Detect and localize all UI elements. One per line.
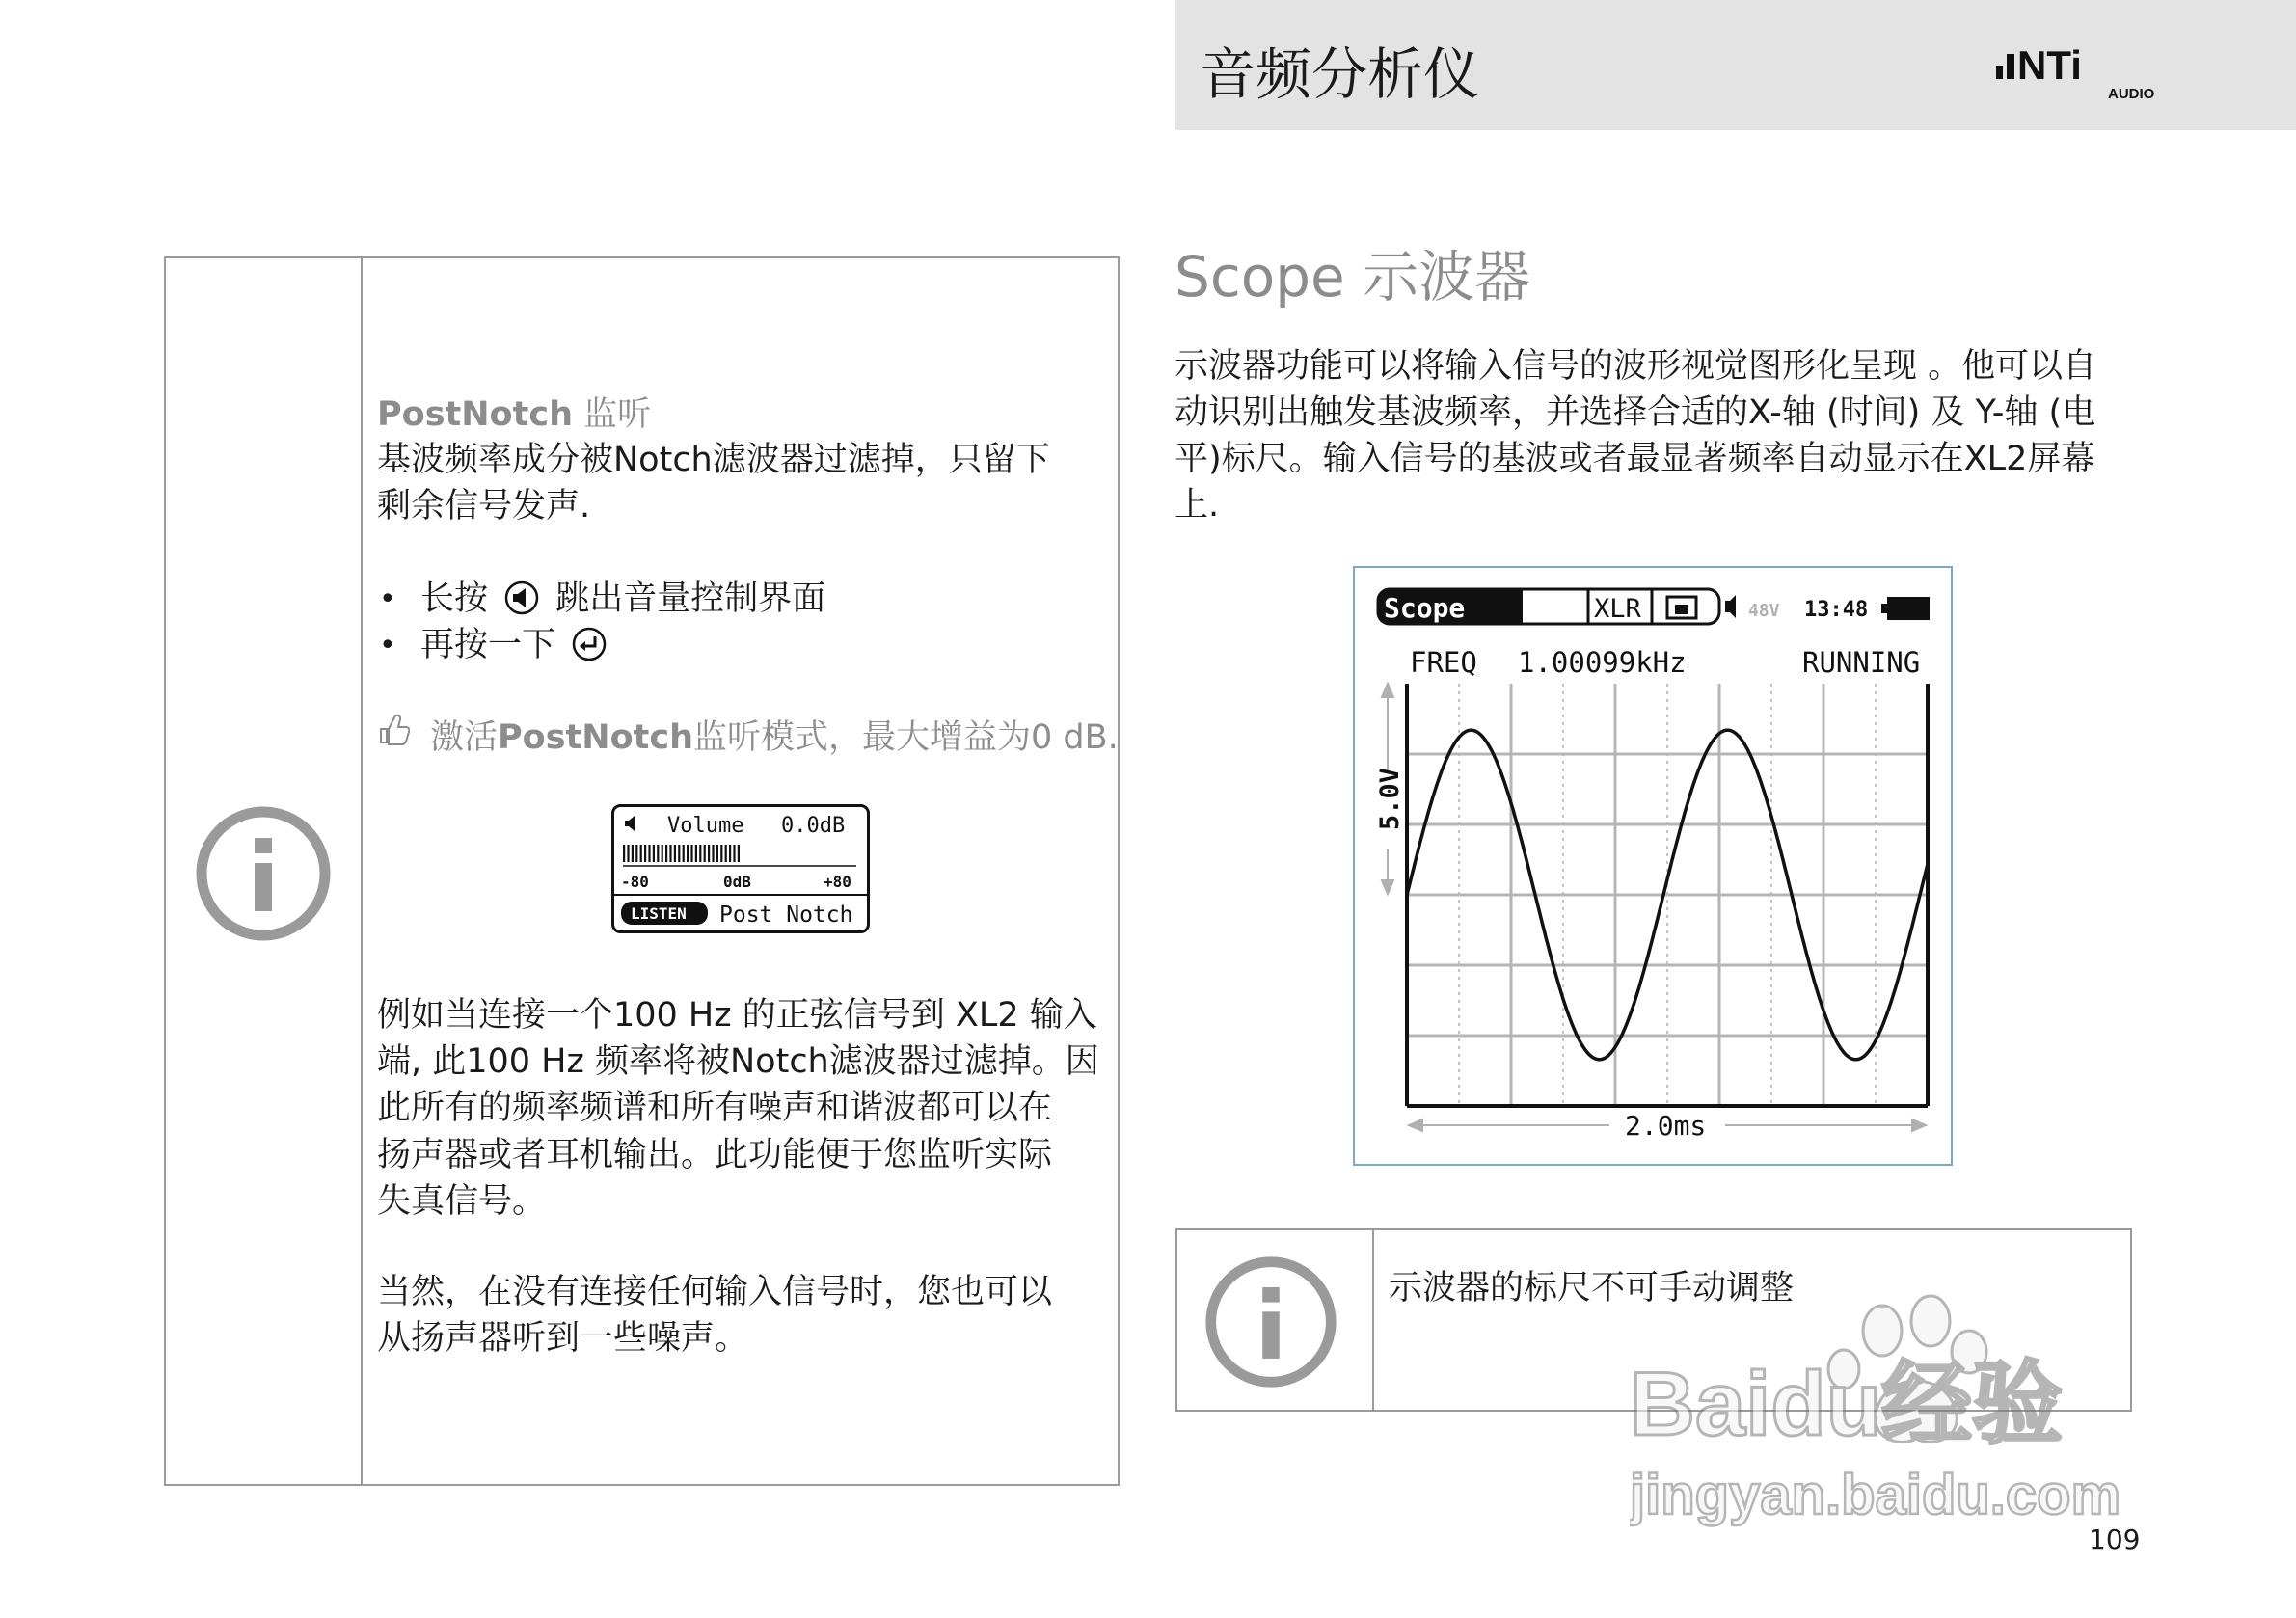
para2-line: 此所有的频率频谱和所有噪声和谐波都可以在 <box>377 1089 1053 1127</box>
bullet1-post: 跳出音量控制界面 <box>555 580 826 618</box>
volume-screen <box>611 804 870 933</box>
bullet1-pre: 长按 <box>420 580 489 618</box>
tip-text <box>430 715 1119 761</box>
scope-screenshot <box>1353 566 1953 1166</box>
para2-line: 例如当连接一个100 Hz 的正弦信号到 XL2 输入 <box>377 996 1097 1035</box>
tip-bold: PostNotch <box>498 718 694 757</box>
listen-badge-text: LISTEN <box>631 904 687 923</box>
bullet-item-enter <box>420 622 612 668</box>
page-header <box>1175 0 2296 130</box>
para2-line: 端, 此100 Hz 频率将被Notch滤波器过滤掉。因 <box>377 1042 1099 1081</box>
body-line: 示波器功能可以将输入信号的波形视觉图形化呈现 。他可以自 <box>1175 347 2097 386</box>
volume-value: 0.0dB <box>781 814 846 838</box>
para1-line2: 剩余信号发声. <box>377 487 591 526</box>
baidu-watermark <box>1630 1282 2150 1533</box>
watermark-url: jingyan.baidu.com <box>1630 1464 2121 1526</box>
postnotch-heading <box>377 391 651 438</box>
y-scale-label: 5.0V <box>1375 767 1405 830</box>
bullet2-pre: 再按一下 <box>420 626 556 664</box>
bullet-dot: • <box>379 629 396 662</box>
box-divider <box>361 258 363 1484</box>
scope-input: XLR <box>1594 594 1641 624</box>
thumbs-up-icon <box>377 710 410 746</box>
freq-value: 1.00099kHz <box>1518 646 1687 679</box>
scope-grid <box>1407 684 1928 1106</box>
speaker-icon <box>1725 595 1736 618</box>
para3-line: 当然，在没有连接任何输入信号时，您也可以 <box>377 1273 1053 1311</box>
enter-button-icon <box>572 627 607 661</box>
page-title: 音频分析仪 <box>1200 41 1480 107</box>
para3-line: 从扬声器听到一些噪声。 <box>377 1319 749 1358</box>
x-scale-label: 2.0ms <box>1625 1110 1707 1142</box>
scale-mid: 0dB <box>723 873 751 891</box>
freq-label: FREQ <box>1410 646 1477 679</box>
phantom-indicator: 48V <box>1748 601 1780 621</box>
scope-status: RUNNING <box>1802 646 1921 679</box>
para2-line: 扬声器或者耳机输出。此功能便于您监听实际 <box>377 1136 1053 1174</box>
scope-mode: Scope <box>1384 592 1466 624</box>
listen-mode: Post Notch <box>719 903 853 928</box>
nti-audio-logo <box>1994 40 2158 104</box>
tip-post: 监听模式，最大增益为0 dB. <box>693 718 1119 757</box>
logo-text: NTi <box>2017 42 2082 88</box>
box-divider <box>1372 1230 1374 1410</box>
section-title: Scope 示波器 <box>1175 244 1531 310</box>
heading-bold: PostNotch <box>377 395 573 434</box>
tip-pre: 激活 <box>430 718 499 757</box>
volume-label: Volume <box>667 814 744 838</box>
watermark-brand: Baidu经验 <box>1630 1353 2064 1454</box>
info-icon <box>193 803 334 944</box>
body-line: 上. <box>1175 486 1220 525</box>
note-text: 示波器的标尺不可手动调整 <box>1389 1269 1795 1308</box>
volume-button-icon <box>504 580 539 615</box>
logo-sub: AUDIO <box>2108 86 2155 102</box>
body-line: 动识别出触发基波频率，并选择合适的X-轴 (时间) 及 Y-轴 (电 <box>1175 393 2096 432</box>
para1-line1: 基波频率成分被Notch滤波器过滤掉，只留下 <box>377 441 1050 479</box>
scale-max: +80 <box>824 873 851 891</box>
heading-rest: 监听 <box>573 395 652 434</box>
battery-icon <box>1887 597 1930 620</box>
bullet-item-volume <box>420 576 825 622</box>
bullet-dot: • <box>379 582 396 616</box>
scope-display <box>1355 568 1951 1164</box>
info-icon <box>1202 1254 1339 1390</box>
page-number: 109 <box>2089 1524 2141 1555</box>
para2-line: 失真信号。 <box>377 1182 547 1221</box>
clock: 13:48 <box>1804 598 1869 622</box>
scale-min: -80 <box>621 873 649 891</box>
body-line: 平)标尺。输入信号的基波或者最显著频率自动显示在XL2屏幕 <box>1175 440 2095 478</box>
